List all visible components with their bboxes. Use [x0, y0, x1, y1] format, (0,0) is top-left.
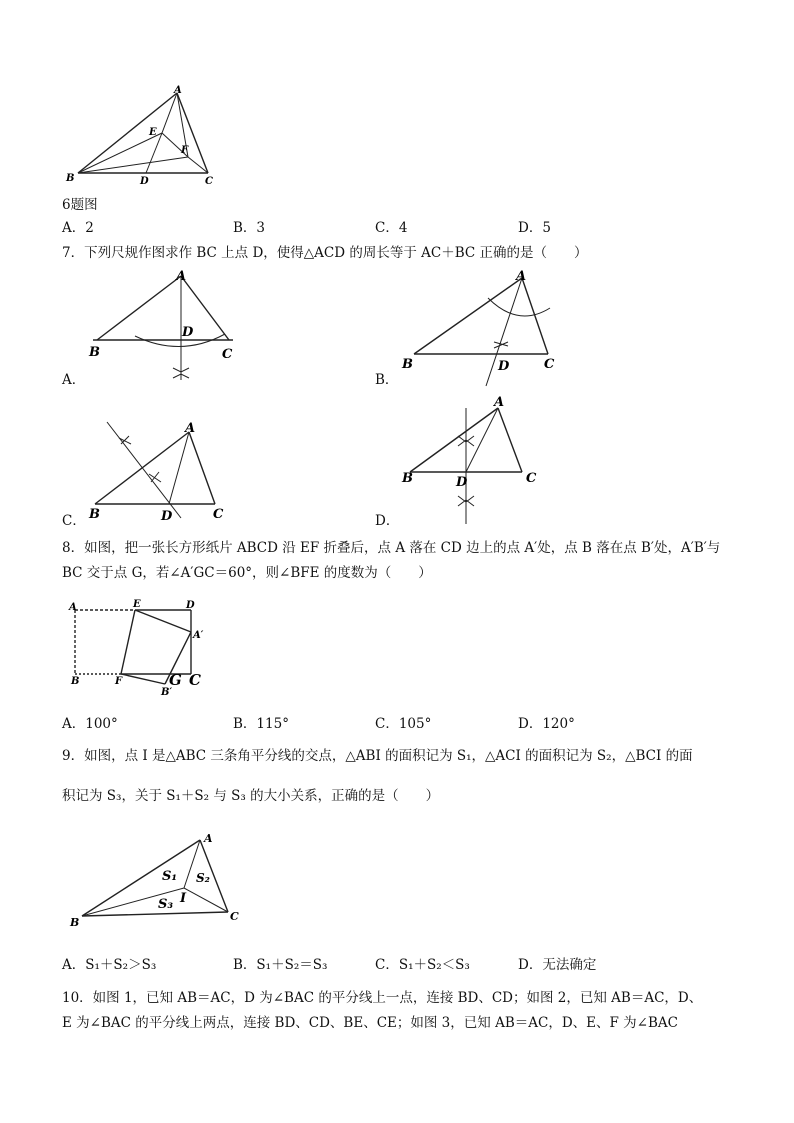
q7a-label-b: B — [89, 345, 100, 360]
q9-label-a: A — [204, 832, 213, 845]
q6-label-c: C — [205, 176, 213, 187]
q7b-label-c: C — [544, 357, 555, 372]
q8-stem-line1: 8．如图，把一张长方形纸片 ABCD 沿 EF 折叠后，点 A 落在 CD 边上的点 A′处，点 B 落在点 B′处，A′B′与 — [62, 540, 721, 556]
q8-label-f: F — [115, 676, 123, 687]
q7-figure-c — [85, 418, 245, 528]
q8-option-a: A．100° — [62, 716, 118, 732]
q6-option-b: B．3 — [233, 220, 266, 236]
q8-label-g: G — [169, 671, 182, 689]
q9-option-c: C．S₁＋S₂＜S₃ — [375, 957, 470, 973]
q9-label-s1: S₁ — [162, 869, 178, 884]
q9-stem-line2: 积记为 S₃，关于 S₁＋S₂ 与 S₃ 的大小关系，正确的是（ ） — [62, 788, 440, 804]
q7c-label-d: D — [161, 509, 173, 524]
q8-label-c: C — [189, 671, 201, 689]
q7-option-d: D． — [375, 513, 400, 529]
q8-option-b: B．115° — [233, 716, 289, 732]
q7c-label-c: C — [213, 507, 224, 522]
q10-line2: E 为∠BAC 的平分线上两点，连接 BD、CD、BE、CE；如图 3，已知 AB＝AC，D、E、F 为∠BAC — [62, 1015, 678, 1031]
q8-label-d: D — [186, 600, 195, 611]
q8-stem-line2: BC 交于点 G，若∠A′GC＝60°，则∠BFE 的度数为（ ） — [62, 565, 432, 581]
q6-option-c: C．4 — [375, 220, 408, 236]
q8-label-e: E — [133, 599, 141, 610]
q9-label-b: B — [70, 916, 80, 929]
q7b-label-b: B — [402, 357, 413, 372]
q8-option-c: C．105° — [375, 716, 432, 732]
q7d-label-d: D — [456, 475, 468, 490]
q7-figure-d — [398, 396, 558, 526]
q9-option-b: B．S₁＋S₂＝S₃ — [233, 957, 328, 973]
q9-label-s2: S₂ — [196, 871, 210, 885]
q7a-label-d: D — [182, 325, 194, 340]
q9-figure — [68, 828, 248, 928]
q7d-label-b: B — [402, 471, 413, 486]
q6-label-a: A — [174, 85, 182, 96]
q8-label-b: B — [71, 676, 80, 687]
q7-option-a: A． — [62, 372, 86, 388]
q9-label-c: C — [230, 910, 239, 923]
q9-stem-line1: 9．如图，点 I 是△ABC 三条角平分线的交点，△ABI 的面积记为 S₁，△ACI 的面积记为 S₂，△BCI 的面 — [62, 748, 693, 764]
q6-label-d: D — [140, 176, 149, 187]
q6-label-e: E — [149, 127, 157, 138]
q7d-label-c: C — [526, 471, 537, 486]
q7d-label-a: A — [494, 395, 505, 410]
q6-option-a: A．2 — [62, 220, 94, 236]
q7-option-c: C． — [62, 513, 86, 529]
q7a-label-c: C — [222, 347, 233, 362]
q6-figure — [60, 85, 230, 190]
q7-figure-b — [398, 268, 568, 386]
q7c-label-b: B — [89, 507, 100, 522]
q7a-label-a: A — [176, 269, 187, 284]
q7-figure-a — [85, 268, 245, 386]
q8-label-a-prime: A′ — [193, 630, 204, 641]
q7c-label-a: A — [185, 421, 196, 436]
q8-label-b-prime: B′ — [161, 687, 173, 698]
q9-option-d: D．无法确定 — [518, 957, 597, 973]
q7b-label-a: A — [516, 269, 527, 284]
q8-label-a: A — [69, 602, 77, 613]
q6-label-b: B — [66, 173, 75, 184]
q6-label-f: F — [181, 145, 189, 156]
q10-line1: 10．如图 1，已知 AB＝AC，D 为∠BAC 的平分线上一点，连接 BD、CD；如图 2，已知 AB＝AC，D、 — [62, 990, 703, 1006]
q8-option-d: D．120° — [518, 716, 575, 732]
q9-label-s3: S₃ — [158, 897, 174, 912]
q9-option-a: A．S₁＋S₂＞S₃ — [62, 957, 157, 973]
q7b-label-d: D — [498, 359, 510, 374]
q6-triangle — [78, 93, 208, 173]
q6-option-d: D．5 — [518, 220, 551, 236]
q8-figure — [65, 598, 225, 703]
q7-stem: 7．下列尺规作图求作 BC 上点 D，使得△ACD 的周长等于 AC＋BC 正确的是（ ） — [62, 245, 588, 261]
q6-caption: 6题图 — [62, 197, 98, 213]
q9-label-i: I — [180, 891, 187, 906]
q7-option-b: B． — [375, 372, 399, 388]
